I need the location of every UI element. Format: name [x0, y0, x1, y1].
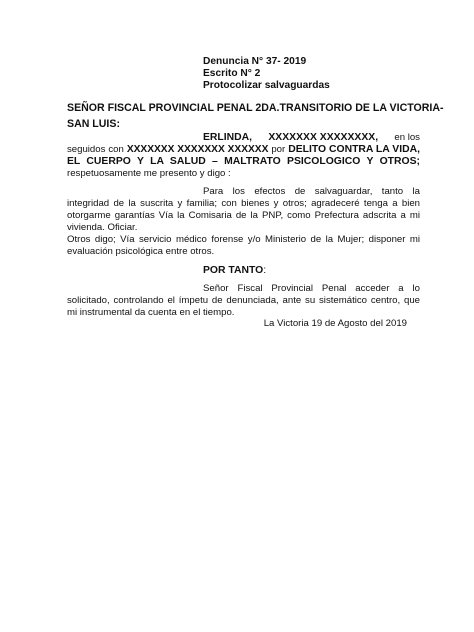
intro-con: con — [108, 144, 124, 155]
crime-description-2: EL CUERPO Y LA SALUD – MALTRATO PSICOLOGICO Y OTROS; — [67, 156, 420, 167]
body-line-6: evaluación psicológica entre otros. — [67, 246, 215, 257]
body-line-4: vivienda. Oficiar. — [67, 222, 138, 233]
denuncia-number: Denuncia N° 37- 2019 — [203, 56, 307, 67]
por-tanto-line-3: mi instrumental da cuenta en el tiempo. — [67, 307, 235, 318]
subject-line: Protocolizar salvaguardas — [203, 80, 330, 91]
body-line-3: otorgarme garantías Vía la Comisaria de la PNP, como Prefectura adscrita a mi — [67, 210, 420, 221]
intro-en-los: en los — [394, 132, 420, 143]
intro-line-1 — [203, 132, 420, 144]
body-line-5: Otros digo; Vía servicio médico forense y/o Ministerio de la Mujer; disponer mi — [67, 234, 420, 245]
intro-por: por — [271, 144, 286, 155]
intro-line-2 — [67, 144, 420, 156]
por-tanto-heading — [203, 265, 266, 276]
place-date: La Victoria 19 de Agosto del 2019 — [263, 318, 407, 329]
intro-seguidos: seguidos — [67, 144, 106, 155]
addressee-line-2: SAN LUIS: — [67, 118, 120, 130]
por-tanto-line-2: solicitado, controlando el ímpetu de denunciada, ante su sistemático centro, que — [67, 295, 420, 306]
intro-closing: respetuosamente me presento y digo : — [67, 168, 231, 179]
crime-description-1: DELITO CONTRA LA VIDA, — [288, 144, 420, 155]
petitioner-name: ERLINDA, — [203, 132, 253, 143]
addressee-line-1: SEÑOR FISCAL PROVINCIAL PENAL 2DA.TRANSITORIO DE LA VICTORIA- — [67, 102, 444, 114]
por-tanto-colon: : — [263, 265, 267, 276]
body-line-1: Para los efectos de salvaguardar, tanto la — [203, 186, 420, 197]
accused-redacted: XXXXXXX XXXXXXX XXXXXX — [126, 144, 269, 155]
petitioner-surname-redacted: XXXXXXX XXXXXXXX, — [268, 132, 379, 143]
por-tanto-line-1: Señor Fiscal Provincial Penal acceder a lo — [203, 283, 420, 294]
escrito-number: Escrito N° 2 — [203, 68, 261, 79]
por-tanto-label: POR TANTO — [203, 265, 264, 276]
body-line-2: integridad de la suscrita y familia; con bienes y otros; agradeceré tenga a bien — [67, 198, 420, 209]
